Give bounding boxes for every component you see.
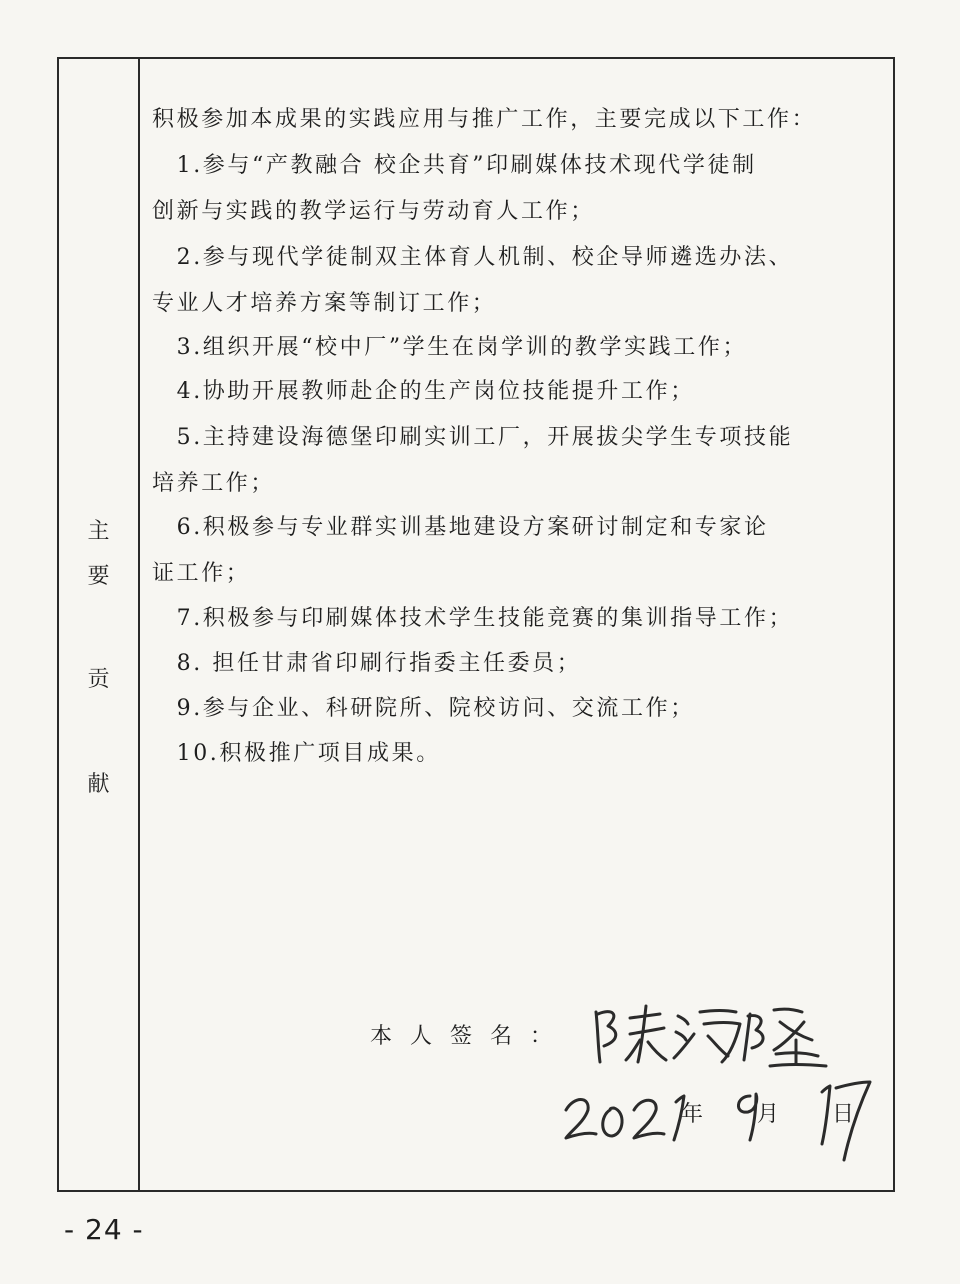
text-line: 6.积极参与专业群实训基地建设方案研讨制定和专家论 xyxy=(152,515,769,540)
text-line: 创新与实践的教学运行与劳动育人工作； xyxy=(152,199,595,224)
date-day-char: 日 xyxy=(832,1102,855,1127)
text-line: 培养工作； xyxy=(152,471,276,496)
signature-label: 本人签名： xyxy=(370,1024,571,1049)
text-line: 2.参与现代学徒制双主体育人机制、校企导师遴选办法、 xyxy=(152,245,794,270)
text-line: 3.组织开展“校中厂”学生在岗学训的教学实践工作； xyxy=(152,335,748,360)
text-line: 7.积极参与印刷媒体技术学生技能竞赛的集训指导工作； xyxy=(152,606,794,631)
text-line: 9.参与企业、科研院所、院校访问、交流工作； xyxy=(152,696,695,721)
label-char: 贡 xyxy=(87,667,110,692)
label-char: 献 xyxy=(87,772,110,797)
handwritten-signature xyxy=(590,1000,850,1070)
text-line: 5.主持建设海德堡印刷实训工厂，开展拔尖学生专项技能 xyxy=(152,425,794,450)
text-line: 证工作； xyxy=(152,561,251,586)
text-line: 4.协助开展教师赴企的生产岗位技能提升工作； xyxy=(152,379,695,404)
text-line: 专业人才培养方案等制订工作； xyxy=(152,291,497,316)
label-char: 要 xyxy=(87,564,110,589)
text-line: 10.积极推广项目成果。 xyxy=(152,741,441,766)
text-line: 8. 担任甘肃省印刷行指委主任委员； xyxy=(152,651,582,676)
page-number: - 24 - xyxy=(64,1213,144,1246)
date-month-char: 月 xyxy=(757,1102,780,1127)
label-char: 主 xyxy=(87,519,110,544)
text-line: 1.参与“产教融合 校企共育”印刷媒体技术现代学徒制 xyxy=(152,153,757,178)
date-year-char: 年 xyxy=(681,1102,704,1127)
text-line: 积极参加本成果的实践应用与推广工作，主要完成以下工作： xyxy=(152,107,817,132)
